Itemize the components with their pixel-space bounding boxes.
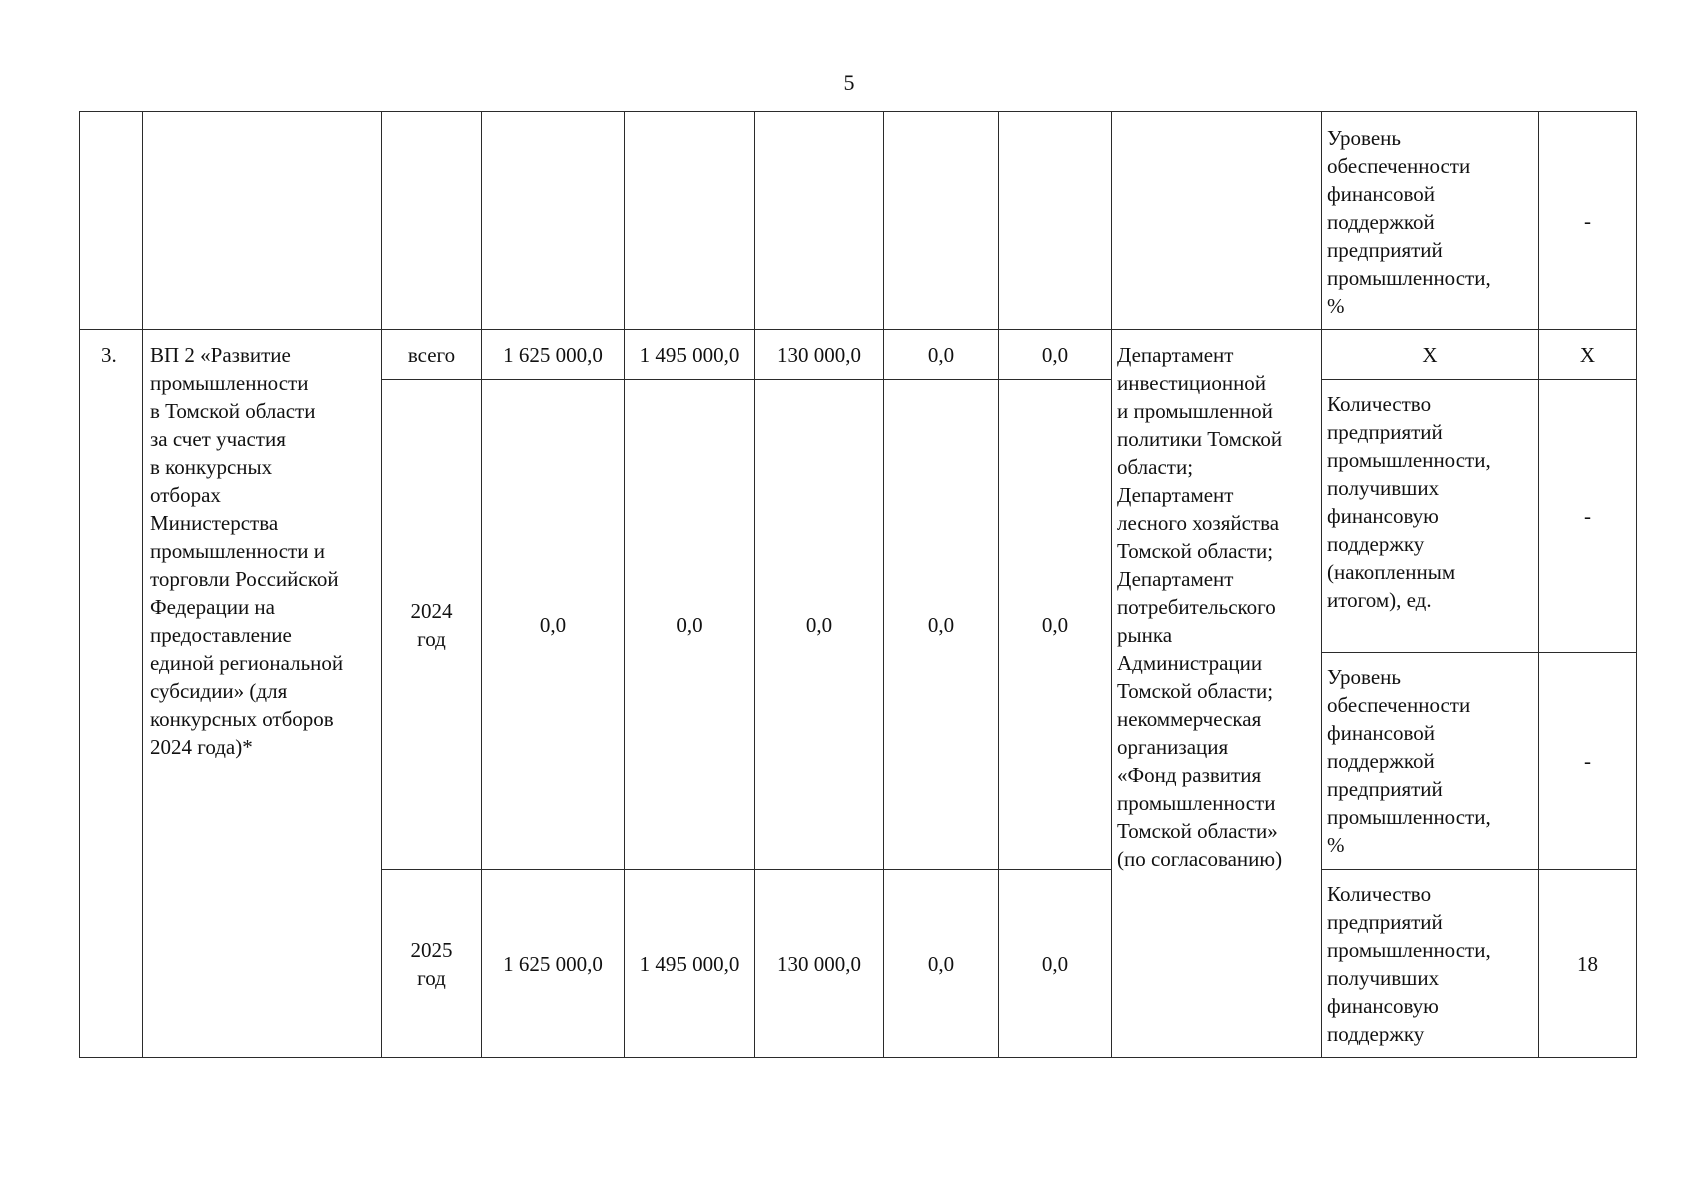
indicator-value: - <box>1584 504 1591 528</box>
period-label: 2024 год <box>410 598 453 651</box>
amount-regional: 0,0 <box>805 612 833 637</box>
amount-other: 0,0 <box>1041 612 1069 637</box>
period-label: всего <box>407 342 456 367</box>
amount-regional: 130 000,0 <box>777 951 861 976</box>
amount-regional: 130 000,0 <box>777 342 861 367</box>
amount-local: 0,0 <box>927 951 955 976</box>
column-divider <box>1636 111 1637 1058</box>
amount-federal: 0,0 <box>676 612 703 637</box>
amount-total: 0,0 <box>539 612 567 637</box>
column-divider <box>142 111 143 1058</box>
table-border-bottom <box>79 1057 1637 1058</box>
amount-federal: 1 495 000,0 <box>639 951 740 976</box>
responsible-executors: Департамент инвестиционной и промышленной политики Томской области; Департамент лесного хозяйства Томской области; Департамент потребительского рынка Администрации Томской области; некоммерческая организация «Фонд развития промышленности Томской области» (по согласованию) <box>1117 343 1283 871</box>
indicator-value: - <box>1584 749 1591 773</box>
indicator-name: Уровень обеспеченности финансовой поддержкой предприятий промышленности, % <box>1327 126 1491 318</box>
page-number: 5 <box>843 70 855 95</box>
row-number: 3. <box>101 343 117 367</box>
indicator-name: Количество предприятий промышленности, получивших финансовую поддержку <box>1327 882 1491 1046</box>
period-label: 2025 год <box>410 937 453 990</box>
program-name: ВП 2 «Развитие промышленности в Томской области за счет участия в конкурсных отборах Министерства промышленности и торговли Российской Федерации на предоставление единой региональной субсидии» (для конкурсных отборов 2024 года)* <box>150 343 344 759</box>
amount-local: 0,0 <box>927 612 955 637</box>
column-divider <box>1321 111 1322 1058</box>
amount-total: 1 625 000,0 <box>503 951 603 976</box>
indicator-value: 18 <box>1577 951 1598 976</box>
column-divider <box>79 111 80 1058</box>
table-border-top <box>79 111 1637 112</box>
amount-other: 0,0 <box>1041 342 1069 367</box>
amount-total: 1 625 000,0 <box>503 342 603 367</box>
amount-other: 0,0 <box>1041 951 1069 976</box>
amount-local: 0,0 <box>927 342 955 367</box>
indicator-value: X <box>1579 342 1596 367</box>
indicator-name: Уровень обеспеченности финансовой поддержкой предприятий промышленности, % <box>1327 665 1491 857</box>
amount-federal: 1 495 000,0 <box>639 342 740 367</box>
column-divider <box>1111 111 1112 1058</box>
indicator-name: Количество предприятий промышленности, получивших финансовую поддержку (накопленным итогом), ед. <box>1327 392 1491 612</box>
indicator-name: X <box>1422 342 1438 367</box>
indicator-value: - <box>1584 208 1591 233</box>
